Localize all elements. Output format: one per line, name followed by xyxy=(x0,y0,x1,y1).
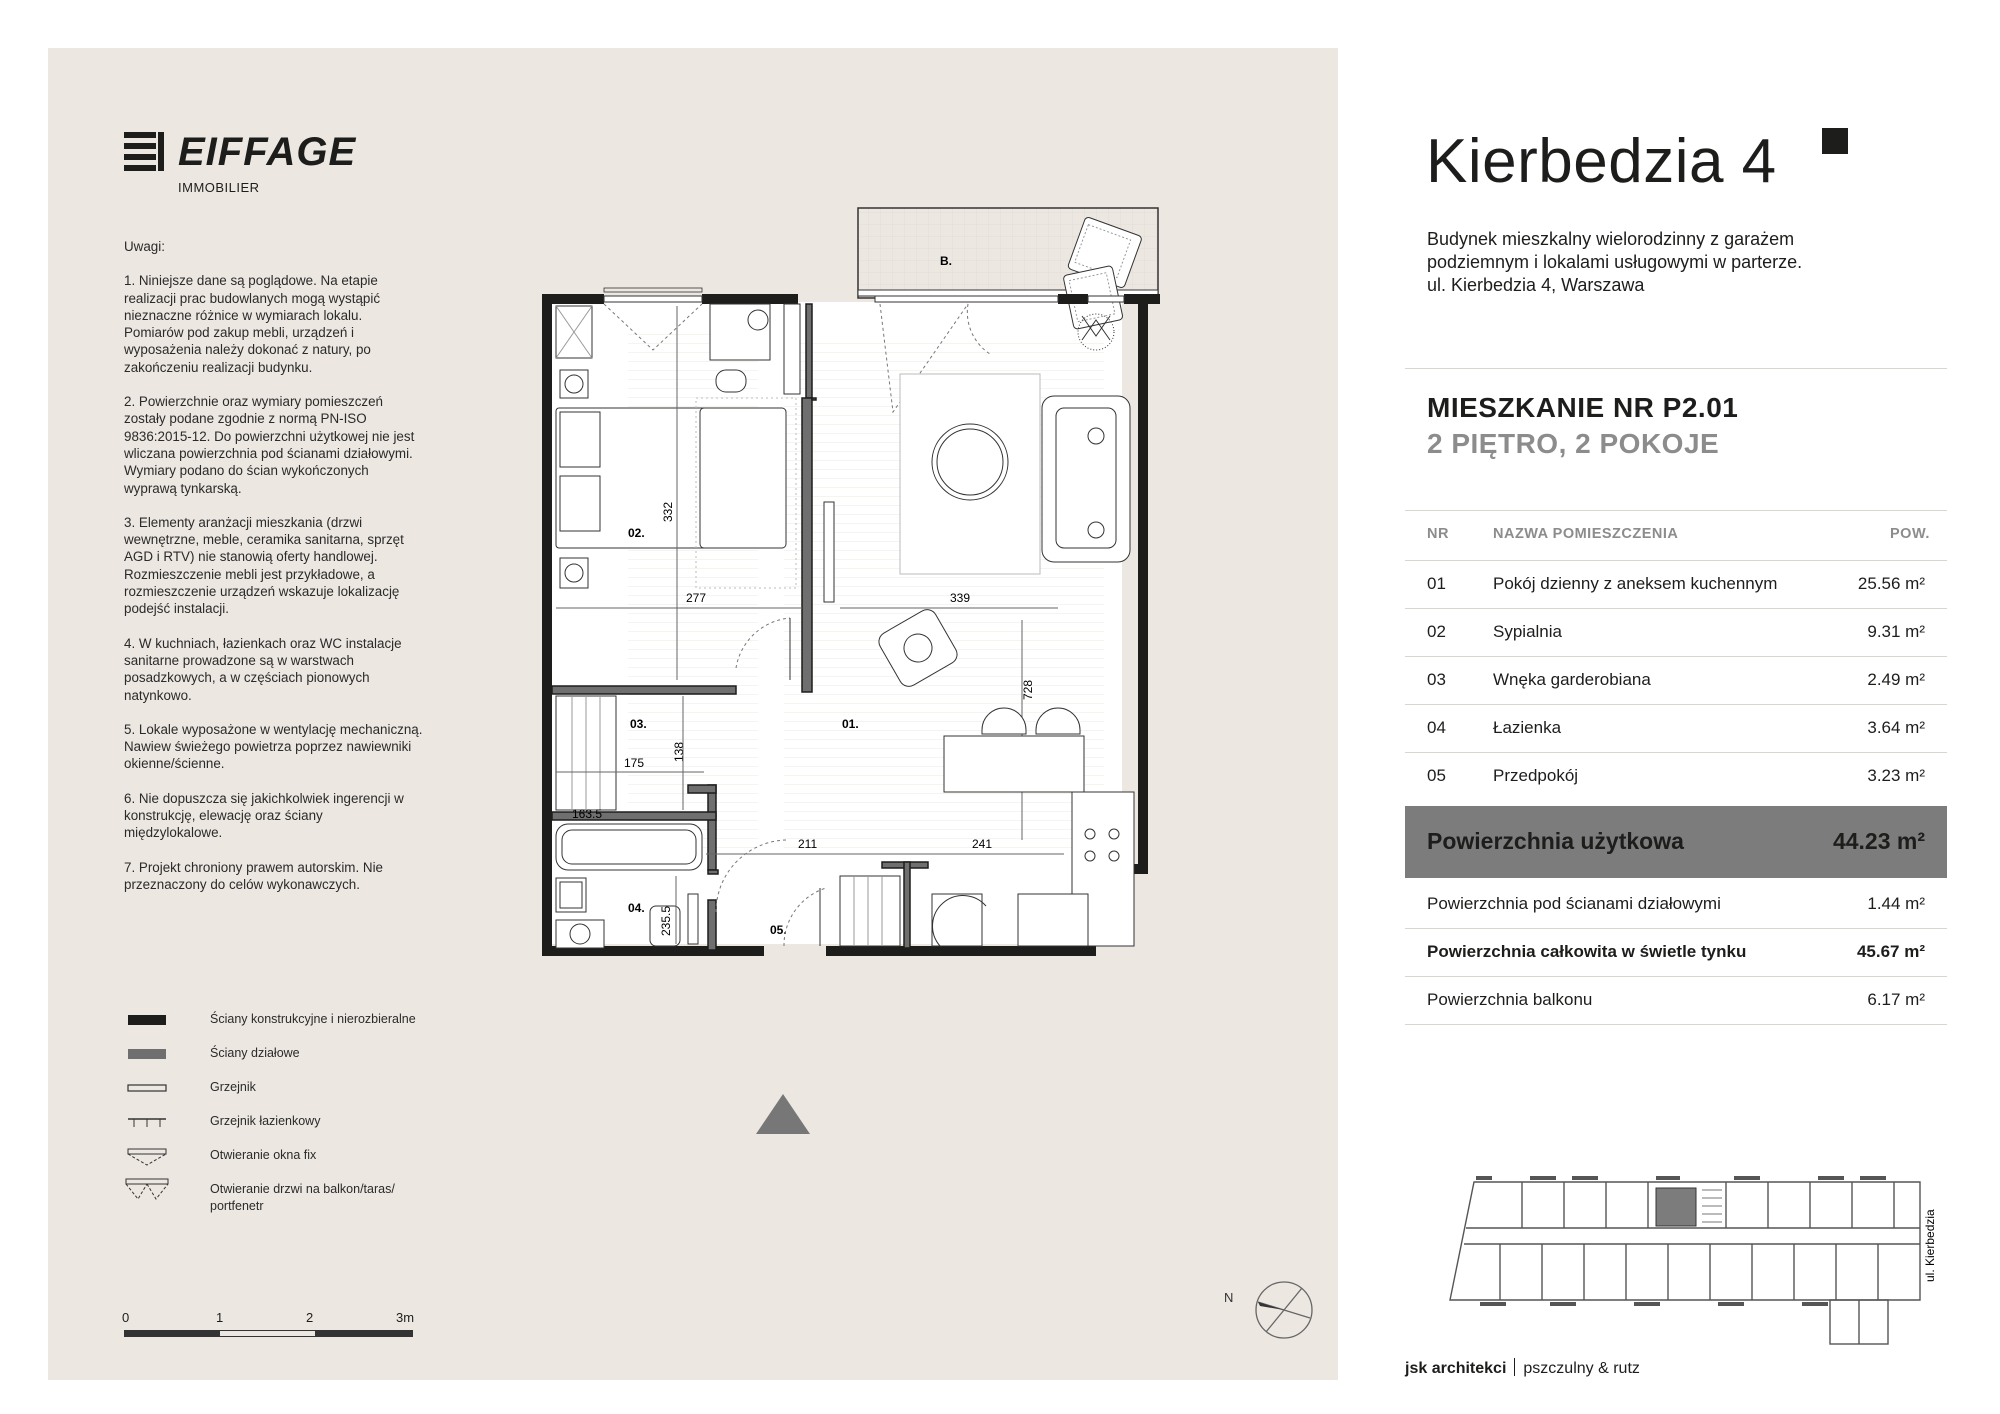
note-item: 4. W kuchniach, łazienkach oraz WC instalacje sanitarne prowadzone są w warstwach posadzkowych, a w częściach pionowych natynkowo. xyxy=(124,635,402,703)
dim-138: 138 xyxy=(672,741,686,762)
description-line: ul. Kierbedzia 4, Warszawa xyxy=(1427,275,1645,295)
column-header-name: NAZWA POMIESZCZENIA xyxy=(1493,526,1679,542)
dim-211: 211 xyxy=(798,837,818,851)
floor-plan xyxy=(520,200,1160,1100)
dim-728: 728 xyxy=(1021,679,1035,700)
total-area-value: 44.23 m² xyxy=(1832,828,1925,854)
room-label-balcony: B. xyxy=(940,254,952,268)
room-label-01: 01. xyxy=(842,717,859,731)
table-row xyxy=(1405,704,1947,753)
compass-icon xyxy=(1216,1276,1320,1344)
logo-subtitle: IMMOBILIER xyxy=(178,180,260,195)
legend-label: Grzejnik xyxy=(210,1080,256,1094)
summary-row xyxy=(1405,976,1947,1025)
legend-item xyxy=(124,1073,444,1103)
eiffage-logo-icon xyxy=(124,132,166,172)
key-plan xyxy=(1440,1168,1940,1352)
dim-175: 175 xyxy=(624,756,645,770)
notes-heading: Uwagi: xyxy=(124,239,165,254)
legend-label: Ściany działowe xyxy=(210,1046,300,1060)
dim-332: 332 xyxy=(661,501,675,522)
north-arrow-icon xyxy=(756,1094,810,1134)
total-area-row xyxy=(1405,806,1947,878)
room-area: 3.64 m² xyxy=(1867,718,1925,737)
table-row xyxy=(1405,752,1947,800)
note-item: 6. Nie dopuszcza się jakichkolwiek ingerencji w konstrukcję, elewację oraz ściany międzylokalowe. xyxy=(124,790,404,841)
divider xyxy=(1405,368,1947,369)
notes xyxy=(124,238,424,910)
table-row xyxy=(1405,560,1947,609)
summary-value: 6.17 m² xyxy=(1867,990,1925,1009)
note-item: 5. Lokale wyposażone w wentylację mechaniczną. Nawiew świeżego powietrza poprzez nawiewniki okienne/ścienne. xyxy=(124,721,423,772)
room-name: Przedpokój xyxy=(1493,766,1579,785)
compass-label: N xyxy=(1224,1290,1234,1305)
structural-wall-icon xyxy=(124,1007,170,1033)
column-header-area: POW. xyxy=(1890,526,1930,542)
note-item: 1. Niniejsze dane są poglądowe. Na etapie realizacji prac budowlanych mogą wystąpić nieznaczne różnice w wymiarach lokalu. Pomiarów pod zakup mebli, urządzeń i wyposażenia należy dokonać z natury, po zakończeniu realizacji budynku. xyxy=(124,273,381,375)
dim-241: 241 xyxy=(972,837,993,851)
summary-row xyxy=(1405,880,1947,929)
balcony-door-icon xyxy=(124,1177,170,1203)
room-label-04: 04. xyxy=(628,901,645,915)
scale-label: 0 xyxy=(122,1310,130,1325)
column-header-nr: NR xyxy=(1427,526,1449,542)
summary-value: 45.67 m² xyxy=(1856,942,1925,961)
description-line: Budynek mieszkalny wielorodzinny z garażem xyxy=(1427,229,1795,249)
summary-label: Powierzchnia całkowita w świetle tynku xyxy=(1427,942,1747,961)
room-nr: 04 xyxy=(1427,718,1446,737)
partition-wall-icon xyxy=(124,1041,170,1067)
room-name: Łazienka xyxy=(1493,718,1562,737)
scale-bar xyxy=(124,1310,414,1340)
summary-row xyxy=(1405,928,1947,977)
room-name: Pokój dzienny z aneksem kuchennym xyxy=(1493,574,1778,593)
apartment-number: MIESZKANIE NR P2.01 xyxy=(1427,392,1739,423)
room-nr: 05 xyxy=(1427,766,1446,785)
summary-value: 1.44 m² xyxy=(1867,894,1925,913)
room-label-05: 05. xyxy=(770,923,787,937)
total-area-label: Powierzchnia użytkowa xyxy=(1427,828,1684,854)
project-title: Kierbedzia 4 xyxy=(1426,127,1777,196)
legend-label: Grzejnik łazienkowy xyxy=(210,1114,321,1128)
logo-wordmark: EIFFAGE xyxy=(178,130,357,174)
dim-235-5: 235.5 xyxy=(659,905,673,936)
radiator-icon xyxy=(124,1075,170,1101)
room-nr: 02 xyxy=(1427,622,1446,641)
note-item: 3. Elementy aranżacji mieszkania (drzwi wewnętrzne, meble, ceramika sanitarna, sprzęt AGD i RTV) nie stanowią oferty handlowej. Rozmieszczenie mebli jest przykładowe, a rozmieszczenie urządzeń wskazuje lokalizację podejść instalacji. xyxy=(124,514,404,617)
table-row xyxy=(1405,656,1947,705)
apartment-floor: 2 PIĘTRO, 2 POKOJE xyxy=(1427,428,1720,459)
room-area: 3.23 m² xyxy=(1867,766,1925,785)
dim-163-5: 163.5 xyxy=(572,807,603,821)
brand-square-icon xyxy=(1822,128,1848,154)
room-nr: 01 xyxy=(1427,574,1446,593)
room-name: Sypialnia xyxy=(1493,622,1562,641)
scale-label: 1 xyxy=(216,1310,224,1325)
room-nr: 03 xyxy=(1427,670,1446,689)
note-item: 2. Powierzchnie oraz wymiary pomieszczeń zostały podane zgodnie z normą PN-ISO 9836:2015-12. Do powierzchni użytkowej nie jest wliczana powierzchnia pod ścianami działowymi. Wymiary podano do ścian wykończonych wyprawą tynkarską. xyxy=(124,394,415,496)
dim-277: 277 xyxy=(686,591,707,605)
legend-item xyxy=(124,1175,444,1215)
description-line: podziemnym i lokalami usługowymi w parterze. xyxy=(1427,252,1803,272)
legend-item xyxy=(124,1141,444,1171)
credits-separator xyxy=(1514,1358,1515,1376)
room-label-03: 03. xyxy=(630,717,647,731)
summary-label: Powierzchnia balkonu xyxy=(1427,990,1593,1009)
legend-item xyxy=(124,1107,444,1137)
dim-339: 339 xyxy=(950,591,971,605)
legend-label: Otwieranie okna fix xyxy=(210,1148,317,1162)
legend-item xyxy=(124,1005,444,1035)
room-label-02: 02. xyxy=(628,526,645,540)
scale-label: 2 xyxy=(306,1310,314,1325)
legend-item xyxy=(124,1039,444,1069)
room-area: 2.49 m² xyxy=(1867,670,1925,689)
credits xyxy=(1405,1358,1640,1378)
room-area: 25.56 m² xyxy=(1857,574,1925,593)
divider xyxy=(1405,510,1947,511)
legend-label: Ściany konstrukcyjne i nierozbieralne xyxy=(210,1012,416,1026)
architect-credit: jsk architekci xyxy=(1405,1360,1507,1377)
table-row xyxy=(1405,608,1947,657)
partner-credit: pszczulny & rutz xyxy=(1523,1360,1640,1377)
project-description xyxy=(1427,228,1887,297)
summary-label: Powierzchnia pod ścianami działowymi xyxy=(1427,894,1721,913)
scale-bar-graphic xyxy=(124,1330,413,1337)
legend-label: Otwieranie drzwi na balkon/taras/ portfenetr xyxy=(210,1182,395,1213)
room-name: Wnęka garderobiana xyxy=(1493,670,1651,689)
room-area: 9.31 m² xyxy=(1867,622,1925,641)
note-item: 7. Projekt chroniony prawem autorskim. Nie przeznaczony do celów wykonawczych. xyxy=(124,859,383,892)
key-plan-street-label: ul. Kierbedzia xyxy=(1923,1209,1937,1282)
bathroom-radiator-icon xyxy=(124,1109,170,1135)
fixed-window-icon xyxy=(124,1143,170,1169)
scale-label: 3m xyxy=(396,1310,415,1325)
